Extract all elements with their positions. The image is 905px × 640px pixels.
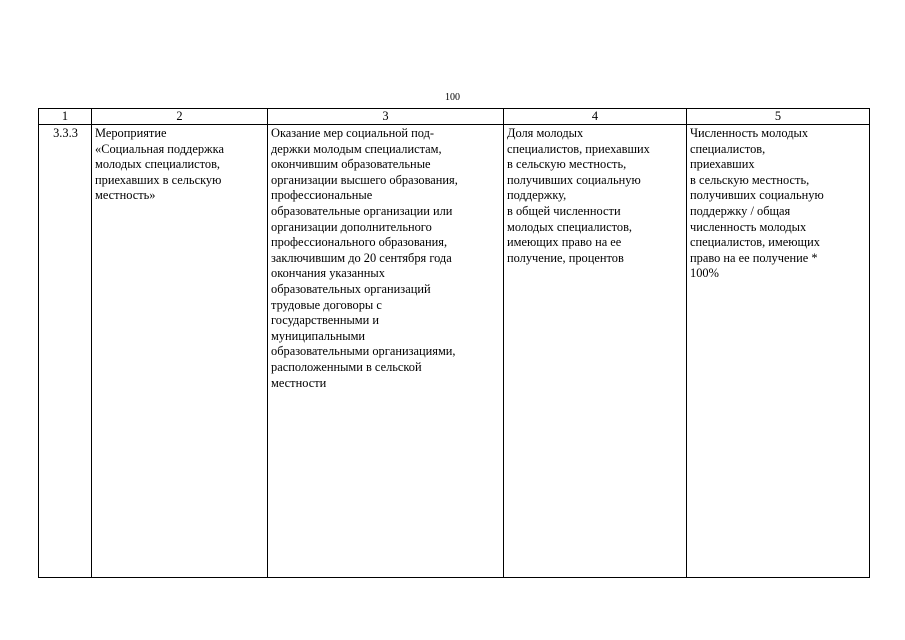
header-col-2: 2: [92, 109, 268, 125]
measure-description-text: Оказание мер социальной под- держки молодым специалистам, окончившим образовательные организации высшего образования, профессиональные образовательные организации или организации дополнительного профессионального образования, заключившим до 20 сентября года окончания указанных образовательных организаций трудовые договоры с государственными и муниципальными образовательными организациями, расположенными в сельской местности: [271, 126, 458, 390]
page-number: 100: [445, 92, 460, 103]
indicator-name-text: Доля молодых специалистов, приехавших в сельскую местность, получивших социальную поддержку, в общей численности молодых специалистов, имеющих право на ее получение, процентов: [507, 126, 650, 265]
table-row: [39, 125, 870, 578]
header-col-3: 3: [268, 109, 504, 125]
cell-indicator-name: [504, 125, 687, 578]
indicator-formula-text: Численность молодых специалистов, приехавших в сельскую местность, получивших социальную поддержку / общая численность молодых специалистов, имеющих право на ее получение * 100%: [690, 126, 824, 281]
table-header-row: [39, 109, 870, 125]
data-table: [38, 108, 870, 578]
header-col-4: 4: [504, 109, 687, 125]
item-number-text: 3.3.3: [53, 126, 78, 140]
header-col-5: 5: [687, 109, 870, 125]
cell-item-number: [39, 125, 92, 578]
cell-measure-description: [268, 125, 504, 578]
cell-indicator-formula: [687, 125, 870, 578]
cell-measure-name: [92, 125, 268, 578]
header-col-1: 1: [39, 109, 92, 125]
measure-name-text: Мероприятие «Социальная поддержка молодых специалистов, приехавших в сельскую местность»: [95, 126, 224, 203]
